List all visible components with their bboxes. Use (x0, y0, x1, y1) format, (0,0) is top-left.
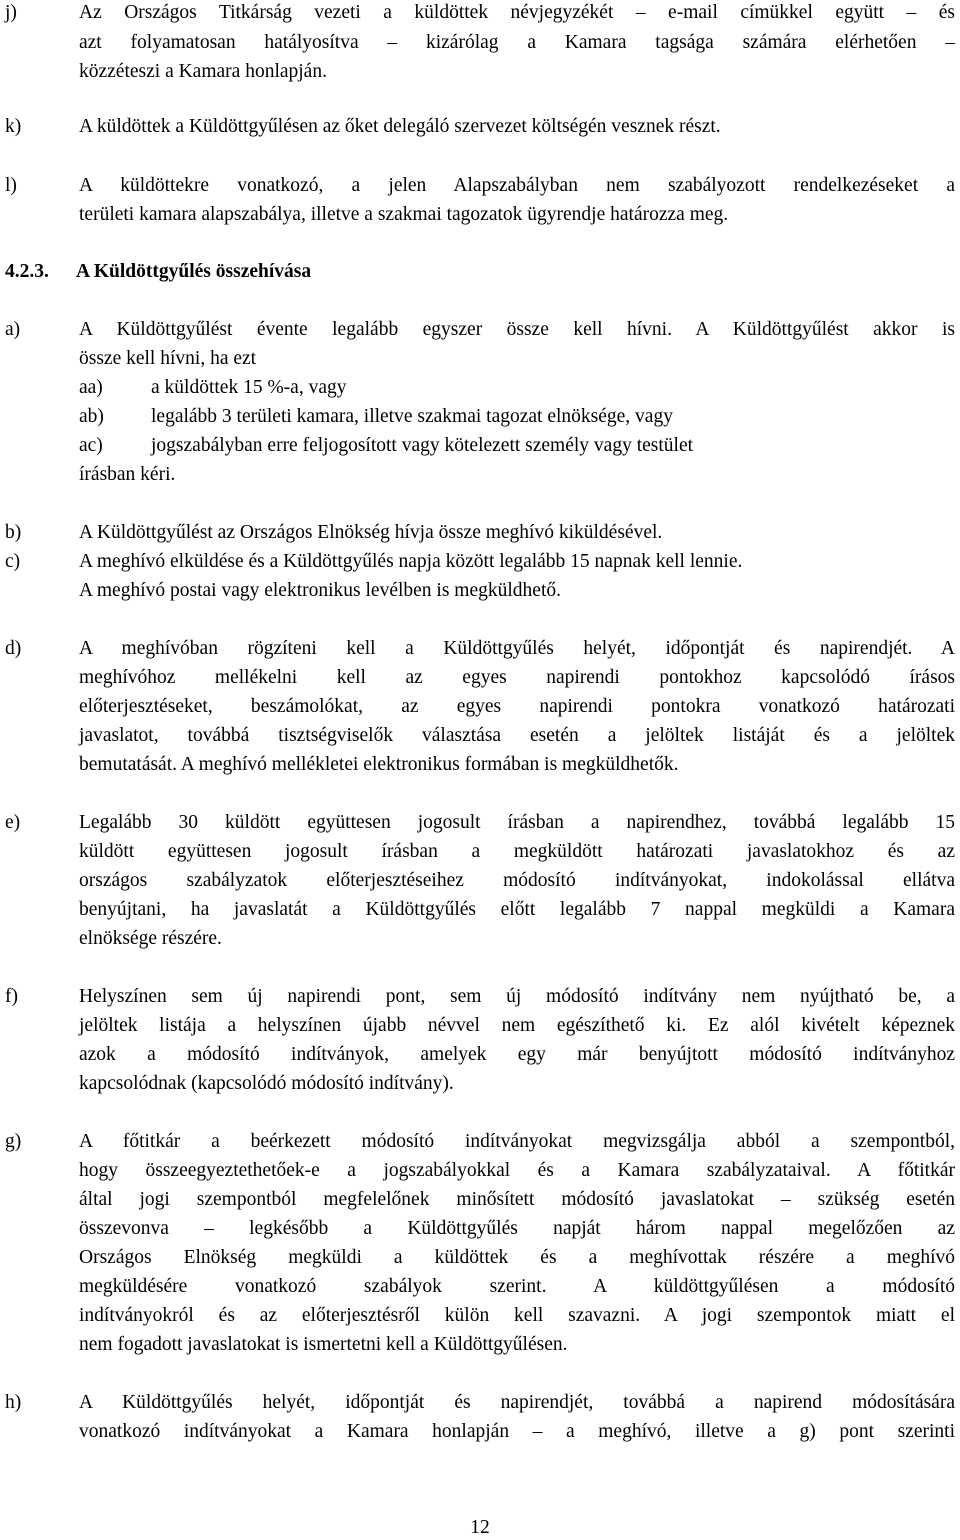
item-d-label: d) (5, 638, 22, 659)
item-e-line-1: Legalább 30 küldött együttesen jogosult írásban a napirendhez, továbbá legalább 15 (79, 812, 955, 833)
item-f-line-2: jelöltek listája a helyszínen újabb névvel nem egészíthető ki. Ez alól kivételt képeznek (79, 1015, 955, 1036)
item-l-label: l) (5, 175, 17, 196)
item-e-line-3: országos szabályzatok előterjesztéseihez módosító indítványokat, indokolással ellátva (79, 870, 955, 891)
item-d-line-5: bemutatását. A meghívó mellékletei elektronikus formában is megküldhetők. (79, 754, 679, 775)
item-ab-text: legalább 3 területi kamara, illetve szakmai tagozat elnöksége, vagy (151, 406, 673, 427)
item-g-line-1: A főtitkár a beérkezett módosító indítványokat megvizsgálja abból a szempontból, (79, 1131, 955, 1152)
section-number: 4.2.3. (5, 261, 49, 282)
page-number: 12 (470, 1517, 490, 1538)
item-f-label: f) (5, 986, 18, 1007)
item-c-line-2: A meghívó postai vagy elektronikus levélben is megküldhető. (79, 580, 561, 601)
item-l-line-2: területi kamara alapszabálya, illetve a szakmai tagozatok ügyrendje határozza meg. (79, 204, 729, 225)
item-l-line-1: A küldöttekre vonatkozó, a jelen Alapszabályban nem szabályozott rendelkezéseket a (79, 175, 955, 196)
item-g-line-6: megküldésére vonatkozó szabályok szerint. A küldöttgyűlésen a módosító (79, 1276, 955, 1297)
section-title: A Küldöttgyűlés összehívása (76, 261, 312, 282)
item-a-line-2: össze kell hívni, ha ezt (79, 348, 257, 369)
item-aa-text: a küldöttek 15 %-a, vagy (151, 377, 347, 398)
item-b-line-1: A Küldöttgyűlést az Országos Elnökség hívja össze meghívó kiküldésével. (79, 522, 663, 543)
item-k-label: k) (5, 116, 22, 137)
item-h-label: h) (5, 1392, 22, 1413)
item-j-line-2: azt folyamatosan hatályosítva – kizárólag a Kamara tagsága számára elérhetően – (79, 32, 955, 53)
item-j-label: j) (5, 2, 17, 23)
item-f-line-4: kapcsolódnak (kapcsolódó módosító indítvány). (79, 1073, 454, 1094)
item-g-line-3: által jogi szempontból megfelelőnek minősített módosító javaslatokat – szükség esetén (79, 1189, 955, 1210)
item-k-line-1: A küldöttek a Küldöttgyűlésen az őket delegáló szervezet költségén vesznek részt. (79, 116, 721, 137)
item-ac-label: ac) (79, 435, 103, 456)
item-ac-text: jogszabályban erre feljogosított vagy kötelezett személy vagy testület (151, 435, 694, 456)
item-g-line-7: indítványokról és az előterjesztésről külön kell szavazni. A jogi szempontok miatt el (79, 1305, 955, 1326)
item-e-line-5: elnöksége részére. (79, 928, 222, 949)
item-ab-label: ab) (79, 406, 104, 427)
item-g-line-2: hogy összeegyeztethetőek-e a jogszabályokkal és a Kamara szabályzataival. A főtitkár (79, 1160, 955, 1181)
item-f-line-3: azok a módosító indítványok, amelyek egy már benyújtott módosító indítványhoz (79, 1044, 955, 1065)
item-d-line-3: előterjesztéseket, beszámolókat, az egyes napirendi pontokra vonatkozó határozati (79, 696, 955, 717)
item-g-line-4: összevonva – legkésőbb a Küldöttgyűlés napját három nappal megelőzően az (79, 1218, 955, 1239)
item-j-line-1: Az Országos Titkárság vezeti a küldöttek névjegyzékét – e-mail címükkel együtt – és (79, 2, 955, 23)
item-e-line-4: benyújtani, ha javaslatát a Küldöttgyűlés előtt legalább 7 nappal megküldi a Kamara (79, 899, 955, 920)
item-g-line-8: nem fogadott javaslatokat is ismertetni kell a Küldöttgyűlésen. (79, 1334, 568, 1355)
item-a-label: a) (5, 319, 21, 340)
item-e-line-2: küldött együttesen jogosult írásban a megküldött határozati javaslatokhoz és az (79, 841, 955, 862)
item-h-line-2: vonatkozó indítványokat a Kamara honlapján – a meghívó, illetve a g) pont szerinti (79, 1421, 955, 1442)
item-h-line-1: A Küldöttgyűlés helyét, időpontját és napirendjét, továbbá a napirend módosítására (79, 1392, 955, 1413)
item-j-line-3: közzéteszi a Kamara honlapján. (79, 61, 327, 82)
item-a-closing: írásban kéri. (79, 464, 176, 485)
item-d-line-4: javaslatot, továbbá tisztségviselők választása esetén a jelöltek listáját és a jelöltek (79, 725, 955, 746)
item-c-line-1: A meghívó elküldése és a Küldöttgyűlés napja között legalább 15 napnak kell lennie. (79, 551, 743, 572)
item-d-line-2: meghívóhoz mellékelni kell az egyes napirendi pontokhoz kapcsolódó írásos (79, 667, 955, 688)
item-e-label: e) (5, 812, 21, 833)
item-a-line-1: A Küldöttgyűlést évente legalább egyszer össze kell hívni. A Küldöttgyűlést akkor is (79, 319, 955, 340)
item-g-line-5: Országos Elnökség megküldi a küldöttek és a meghívottak részére a meghívó (79, 1247, 955, 1268)
item-d-line-1: A meghívóban rögzíteni kell a Küldöttgyűlés helyét, időpontját és napirendjét. A (79, 638, 955, 659)
item-b-label: b) (5, 522, 22, 543)
item-aa-label: aa) (79, 377, 103, 398)
item-f-line-1: Helyszínen sem új napirendi pont, sem új módosító indítvány nem nyújtható be, a (79, 986, 955, 1007)
item-c-label: c) (5, 551, 21, 572)
item-g-label: g) (5, 1131, 22, 1152)
